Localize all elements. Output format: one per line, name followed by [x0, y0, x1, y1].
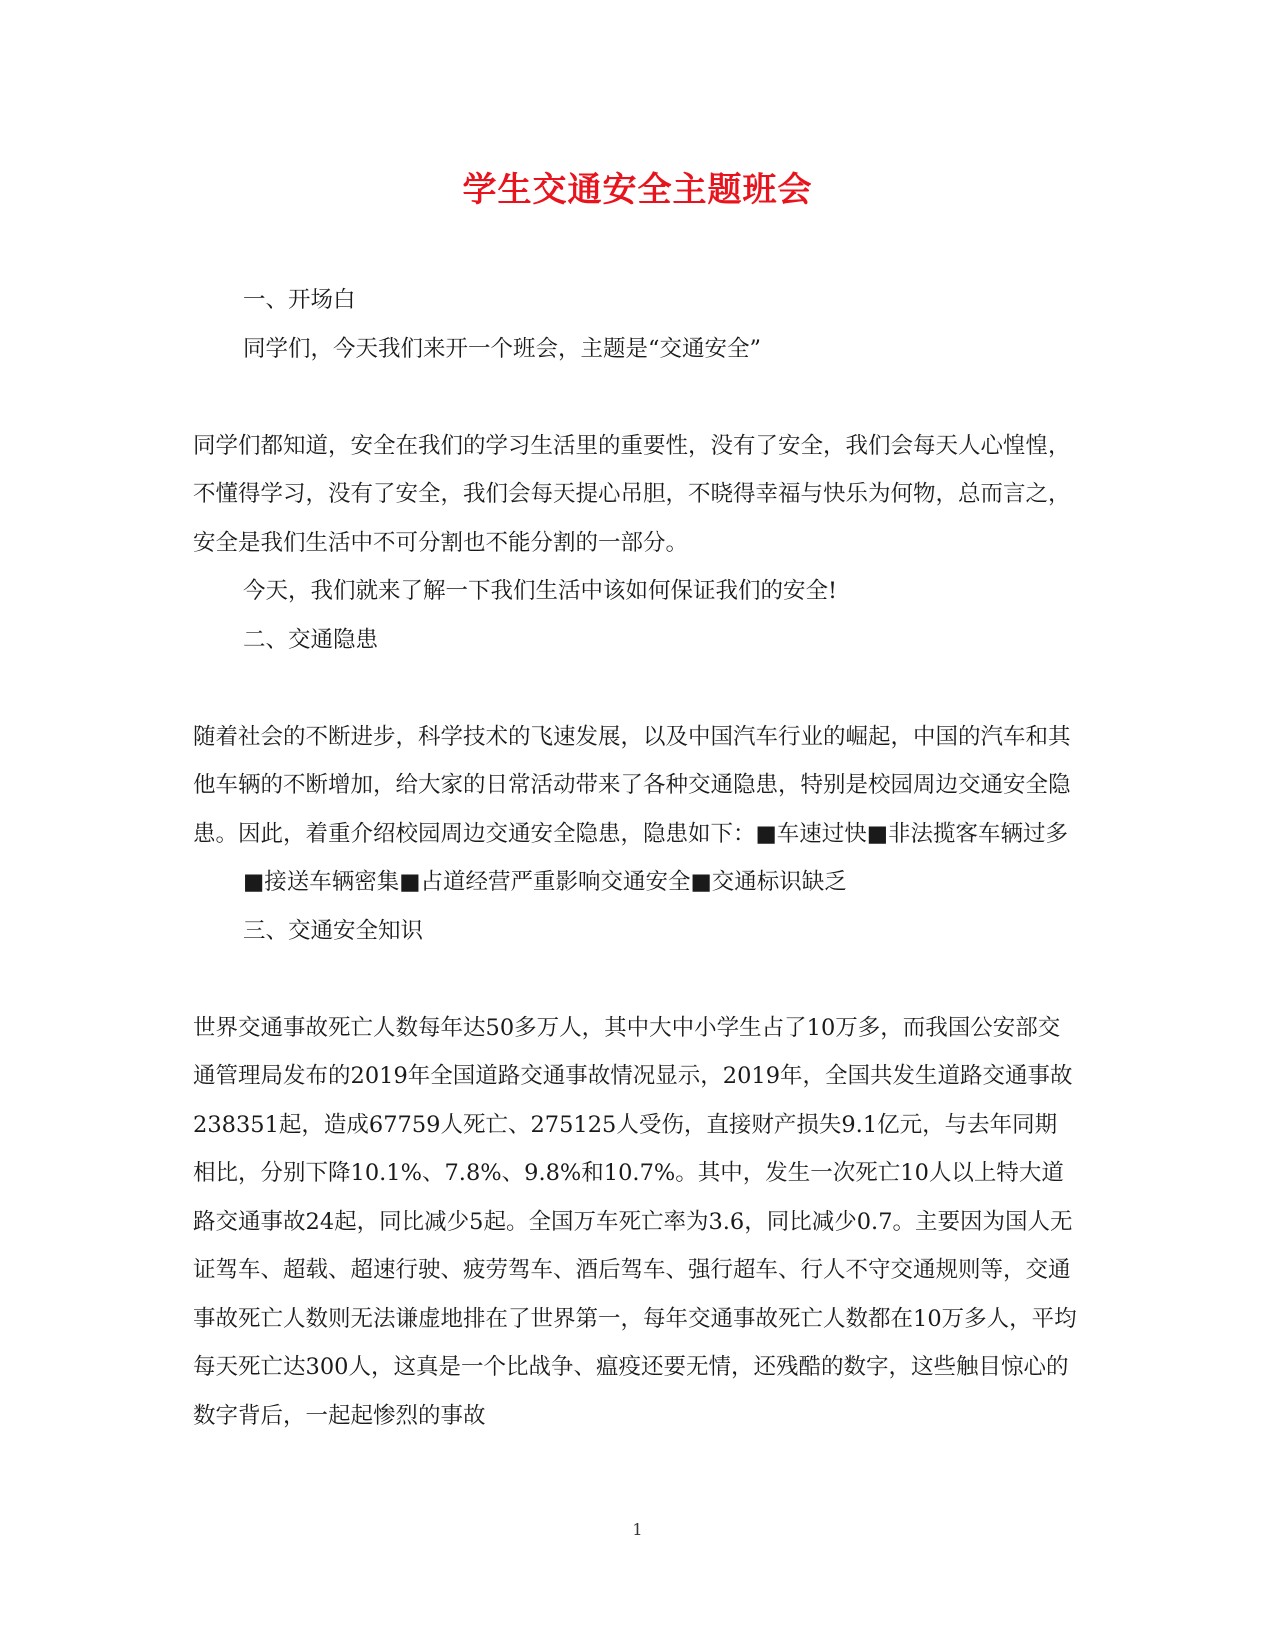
document-title: 学生交通安全主题班会 — [462, 170, 813, 210]
paragraph-greeting: 同学们，今天我们来开一个班会，主题是“交通安全” — [243, 335, 762, 362]
paragraph-gap — [193, 955, 1077, 1004]
section-heading-opening: 一、开场白 — [243, 287, 356, 313]
paragraph-statistics: 世界交通事故死亡人数每年达50多万人，其中大中小学生占了10万多，而我国公安部交通管理局发布的2019年全国道路交通事故情况显示，2019年，全国共发生道路交通事故238351起，造成67759人死亡、275125人受伤，直接财产损失9.1亿元，与去年同期相比，分别下降10.1%、7.8%、9.8%和10.7%。其中，发生一次死亡10人以上特大道路交通事故24起，同比减少5起。全国万车死亡率为3.6，同比减少0.7。主要因为国人无证驾车、超载、超速行驶、疲劳驾车、酒后驾车、强行超车、行人不守交通规则等，交通事故死亡人数则无法谦虚地排在了世界第一，每年交通事故死亡人数都在10万多人，平均每天死亡达300人，这真是一个比战争、瘟疫还要无情，还残酷的数字，这些触目惊心的数字背后，一起起惨烈的事故 — [193, 1014, 1077, 1429]
paragraph-importance-of-safety: 同学们都知道，安全在我们的学习生活里的重要性，没有了安全，我们会每天人心惶惶，不懂得学习，没有了安全，我们会每天提心吊胆，不晓得幸福与快乐为何物，总而言之，安全是我们生活中不可分割也不能分割的一部分。 — [193, 432, 1071, 556]
paragraph-gap — [193, 373, 1077, 422]
page-number: 1 — [632, 1520, 643, 1539]
paragraph-today: 今天，我们就来了解一下我们生活中该如何保证我们的安全! — [243, 578, 838, 604]
section-heading-knowledge: 三、交通安全知识 — [243, 917, 424, 944]
paragraph-hazards-list: ■接送车辆密集■占道经营严重影响交通安全■交通标识缺乏 — [243, 869, 847, 895]
paragraph-gap — [193, 664, 1077, 713]
section-heading-hazards: 二、交通隐患 — [243, 626, 379, 653]
document-body — [193, 276, 1077, 1440]
paragraph-hazards-intro: 随着社会的不断进步，科学技术的飞速发展，以及中国汽车行业的崛起，中国的汽车和其他车辆的不断增加，给大家的日常活动带来了各种交通隐患，特别是校园周边交通安全隐患。因此，着重介绍校园周边交通安全隐患，隐患如下：■车速过快■非法揽客车辆过多 — [193, 723, 1071, 847]
